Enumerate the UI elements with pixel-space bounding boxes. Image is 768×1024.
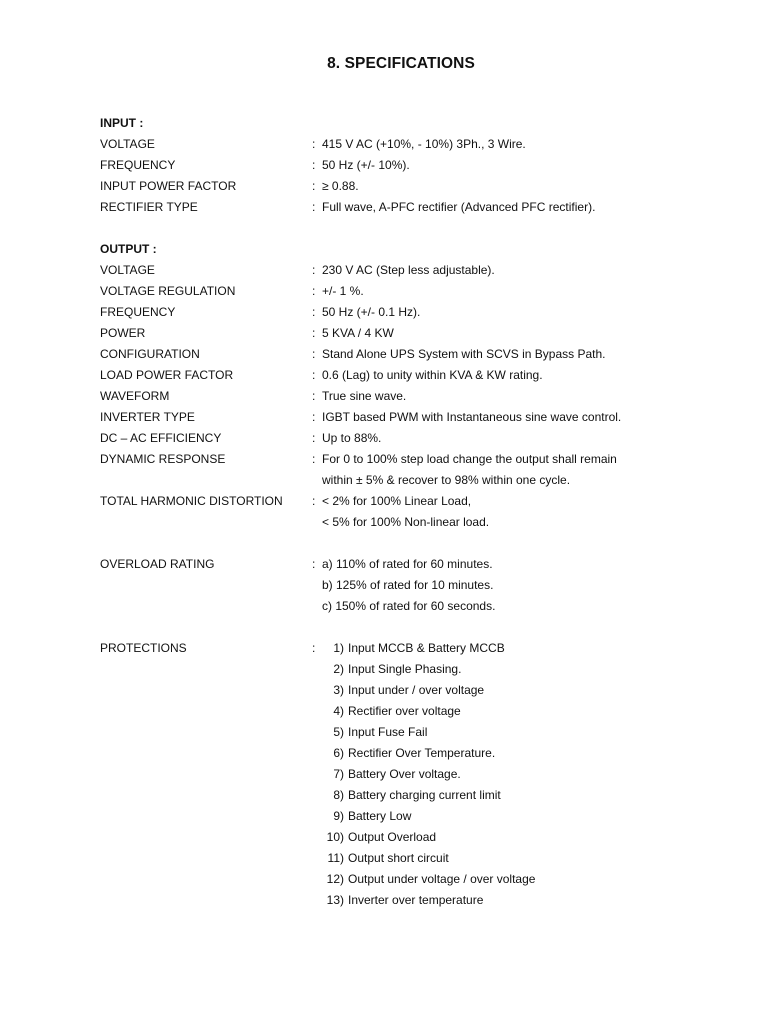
spec-label: DC – AC EFFICIENCY	[100, 431, 222, 445]
spec-value: c) 150% of rated for 60 seconds.	[322, 599, 496, 613]
spec-row	[100, 176, 740, 197]
spec-values	[312, 554, 740, 617]
spec-value: For 0 to 100% step load change the output shall remain	[322, 452, 617, 466]
spec-row	[100, 281, 740, 302]
spec-values	[312, 386, 740, 407]
spec-value: IGBT based PWM with Instantaneous sine wave control.	[322, 410, 622, 424]
spec-label: VOLTAGE REGULATION	[100, 284, 236, 298]
colon: :	[312, 158, 316, 172]
list-number: 13)	[326, 893, 344, 907]
colon: :	[312, 263, 316, 277]
list-number: 9)	[333, 809, 344, 823]
spec-values	[312, 134, 740, 155]
colon: :	[312, 641, 316, 655]
spec-values	[312, 365, 740, 386]
spec-value: 230 V AC (Step less adjustable).	[322, 263, 495, 277]
spec-value: < 5% for 100% Non-linear load.	[322, 515, 490, 529]
spec-row	[100, 638, 740, 911]
page-title: 8. SPECIFICATIONS	[327, 55, 475, 72]
spec-values	[312, 281, 740, 302]
spec-label: INVERTER TYPE	[100, 410, 195, 424]
spec-label: CONFIGURATION	[100, 347, 200, 361]
list-item	[312, 680, 740, 701]
spec-label: FREQUENCY	[100, 305, 176, 319]
list-text: Input Single Phasing.	[348, 662, 462, 676]
colon: :	[312, 410, 316, 424]
spec-values	[312, 155, 740, 176]
spec-values	[312, 449, 740, 491]
spec-value: True sine wave.	[322, 389, 407, 403]
spec-value: 5 KVA / 4 KW	[322, 326, 394, 340]
overload-section	[100, 554, 740, 617]
spec-values	[312, 260, 740, 281]
spec-row	[100, 554, 740, 617]
list-text: Output short circuit	[348, 851, 449, 865]
specifications-body	[100, 113, 740, 932]
list-number: 10)	[326, 830, 344, 844]
colon: :	[312, 557, 316, 571]
spec-row	[100, 365, 740, 386]
spec-label: RECTIFIER TYPE	[100, 200, 198, 214]
spec-label: FREQUENCY	[100, 158, 176, 172]
spec-value: 50 Hz (+/- 10%).	[322, 158, 410, 172]
spec-label: LOAD POWER FACTOR	[100, 368, 234, 382]
spec-values	[312, 407, 740, 428]
spec-values	[312, 323, 740, 344]
spec-row	[100, 491, 740, 533]
list-item	[312, 764, 740, 785]
list-text: Input under / over voltage	[348, 683, 485, 697]
spec-value: 50 Hz (+/- 0.1 Hz).	[322, 305, 421, 319]
spec-value: within ± 5% & recover to 98% within one cycle.	[322, 473, 571, 487]
list-number: 8)	[333, 788, 344, 802]
colon: :	[312, 137, 316, 151]
list-item	[312, 638, 740, 659]
spec-row	[100, 344, 740, 365]
list-text: Input MCCB & Battery MCCB	[348, 641, 505, 655]
list-text: Output Overload	[348, 830, 437, 844]
list-text: Inverter over temperature	[348, 893, 484, 907]
list-number: 12)	[326, 872, 344, 886]
colon: :	[312, 431, 316, 445]
list-number: 1)	[333, 641, 344, 655]
spec-label: OVERLOAD RATING	[100, 557, 215, 571]
spec-row	[100, 260, 740, 281]
spec-row	[100, 134, 740, 155]
colon: :	[312, 179, 316, 193]
spec-value: Up to 88%.	[322, 431, 382, 445]
list-item	[312, 743, 740, 764]
list-text: Input Fuse Fail	[348, 725, 428, 739]
spec-label: VOLTAGE	[100, 263, 155, 277]
spec-value: b) 125% of rated for 10 minutes.	[322, 578, 494, 592]
spec-value: a) 110% of rated for 60 minutes.	[322, 557, 493, 571]
colon: :	[312, 326, 316, 340]
colon: :	[312, 284, 316, 298]
list-text: Output under voltage / over voltage	[348, 872, 536, 886]
spec-row	[100, 407, 740, 428]
list-text: Battery Over voltage.	[348, 767, 461, 781]
colon: :	[312, 200, 316, 214]
list-item	[312, 869, 740, 890]
list-number: 5)	[333, 725, 344, 739]
section-heading-output: OUTPUT :	[100, 242, 157, 256]
list-item	[312, 890, 740, 911]
list-number: 6)	[333, 746, 344, 760]
list-text: Rectifier over voltage	[348, 704, 461, 718]
output-section	[100, 239, 740, 533]
spec-label: WAVEFORM	[100, 389, 170, 403]
spec-label: VOLTAGE	[100, 137, 155, 151]
spec-row	[100, 386, 740, 407]
list-item	[312, 722, 740, 743]
spec-row	[100, 155, 740, 176]
spec-row	[100, 428, 740, 449]
colon: :	[312, 305, 316, 319]
protections-section	[100, 638, 740, 911]
colon: :	[312, 389, 316, 403]
spec-label: TOTAL HARMONIC DISTORTION	[100, 494, 283, 508]
colon: :	[312, 494, 316, 508]
spec-row	[100, 449, 740, 491]
list-number: 11)	[327, 851, 344, 865]
list-text: Battery charging current limit	[348, 788, 501, 802]
spec-label: PROTECTIONS	[100, 641, 187, 655]
spec-values	[312, 344, 740, 365]
list-number: 2)	[333, 662, 344, 676]
spec-label: DYNAMIC RESPONSE	[100, 452, 226, 466]
list-item	[312, 827, 740, 848]
spec-values	[312, 491, 740, 533]
spec-label: INPUT POWER FACTOR	[100, 179, 237, 193]
list-item	[312, 659, 740, 680]
list-number: 4)	[333, 704, 344, 718]
list-text: Rectifier Over Temperature.	[348, 746, 496, 760]
spec-values	[312, 176, 740, 197]
section-heading-input: INPUT :	[100, 116, 144, 130]
colon: :	[312, 452, 316, 466]
colon: :	[312, 347, 316, 361]
spec-value: Full wave, A-PFC rectifier (Advanced PFC rectifier).	[322, 200, 596, 214]
input-section	[100, 113, 740, 218]
list-text: Battery Low	[348, 809, 412, 823]
spec-value: 415 V AC (+10%, - 10%) 3Ph., 3 Wire.	[322, 137, 526, 151]
list-item	[312, 701, 740, 722]
spec-value: < 2% for 100% Linear Load,	[322, 494, 472, 508]
spec-value: 0.6 (Lag) to unity within KVA & KW rating.	[322, 368, 543, 382]
spec-values	[312, 302, 740, 323]
list-number: 3)	[333, 683, 344, 697]
spec-values	[312, 428, 740, 449]
spec-row	[100, 197, 740, 218]
colon: :	[312, 368, 316, 382]
list-item	[312, 848, 740, 869]
list-item	[312, 806, 740, 827]
spec-value: +/- 1 %.	[322, 284, 364, 298]
spec-value: Stand Alone UPS System with SCVS in Bypass Path.	[322, 347, 606, 361]
list-number: 7)	[333, 767, 344, 781]
spec-row	[100, 323, 740, 344]
spec-values	[312, 197, 740, 218]
spec-value: ≥ 0.88.	[322, 179, 359, 193]
list-item	[312, 785, 740, 806]
protections-list	[312, 638, 740, 911]
spec-row	[100, 302, 740, 323]
spec-label: POWER	[100, 326, 146, 340]
